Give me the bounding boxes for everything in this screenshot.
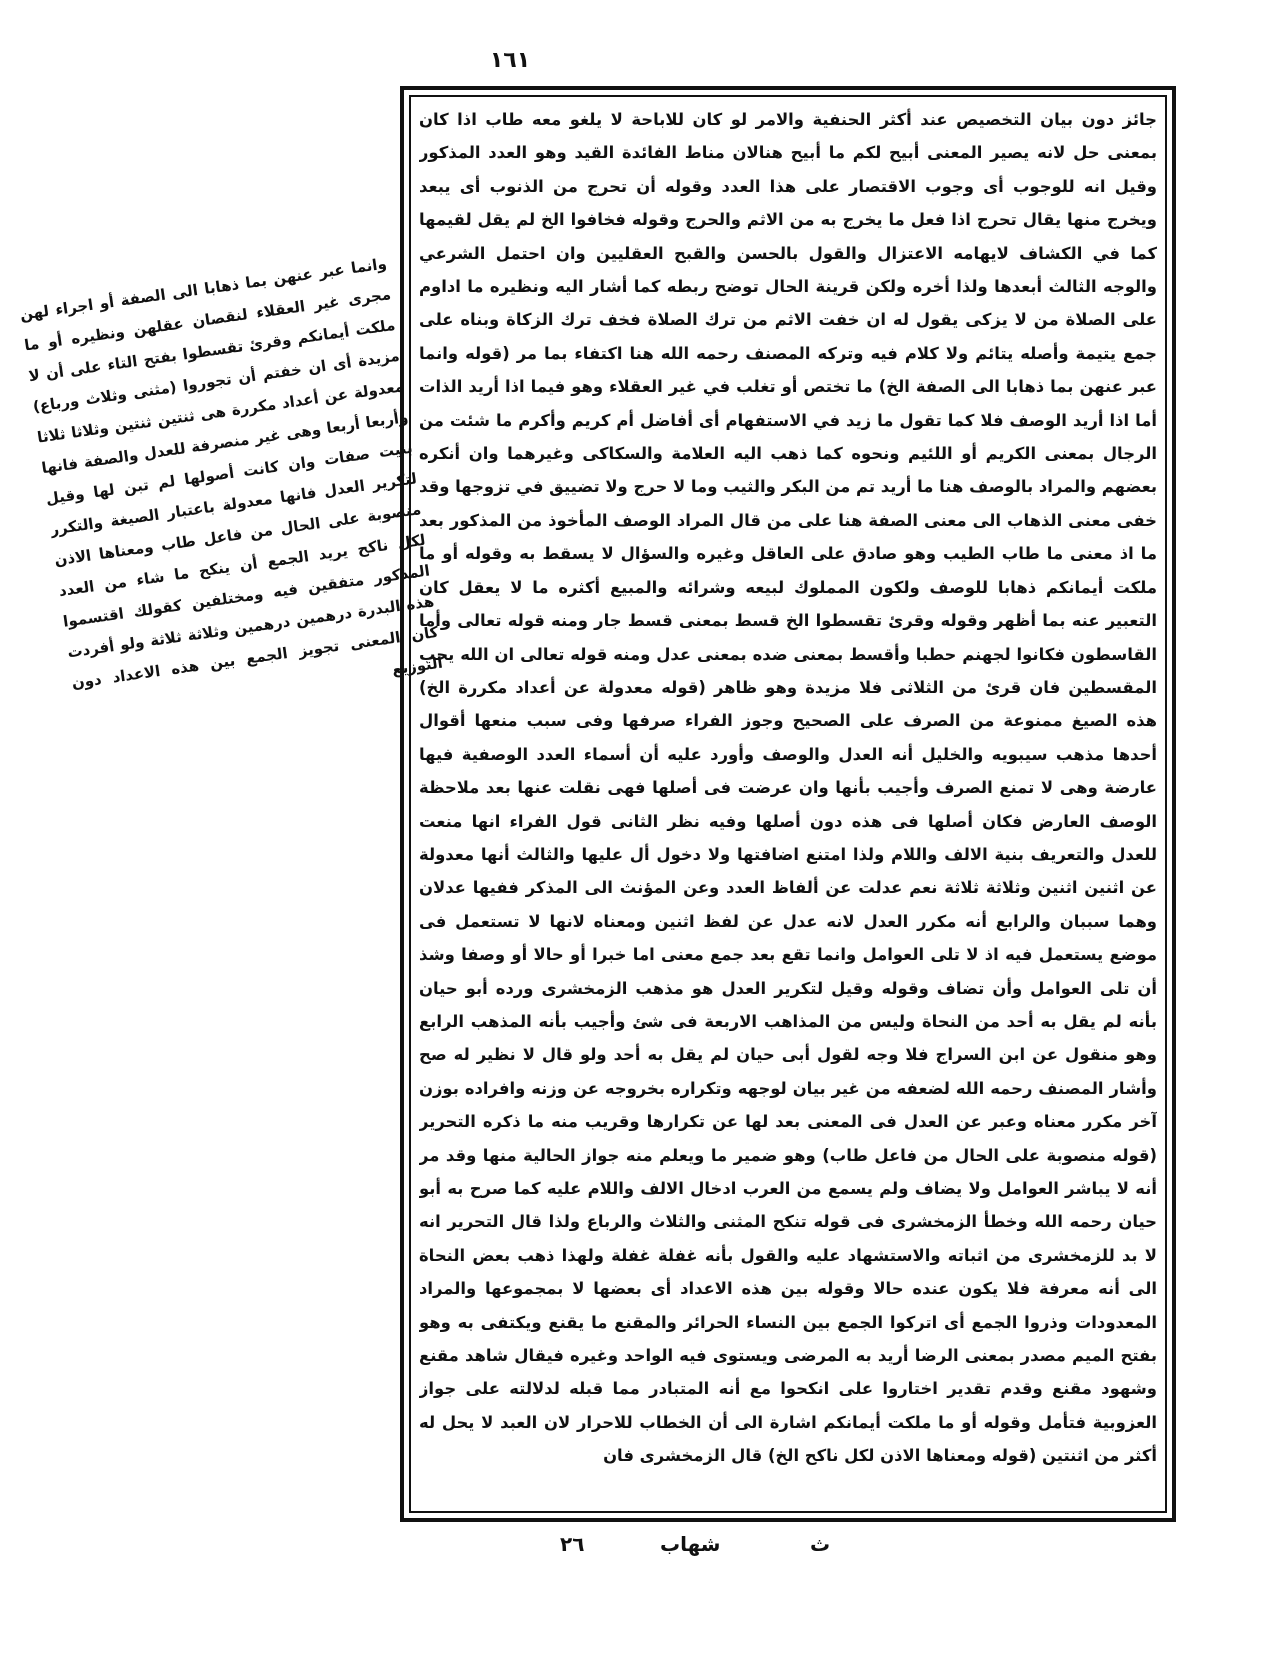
- main-paragraph: جائز دون بيان التخصيص عند أكثر الحنفية والامر لو كان للاباحة لا يلغو معه طاب اذا كان بمعنى حل لانه يصير المعنى أبيح لكم ما أبيح هنالان مناط الفائدة القيد وهو العدد المذكور وقيل انه للوجوب أى وجوب الاقتصار على هذا العدد وقوله أن تحرج من الذنوب أى يبعد ويخرج منها يقال تحرج اذا فعل ما يخرج به من الاثم والحرج وقوله فخافوا الخ لم يقل لقيمها كما في الكشاف لايهامه الاعتزال والقول بالحسن والقبح العقليين وان احتمل الشرعي والوجه الثالث أبعدها ولذا أخره ولكن قرينة الحال توضح ربطه كما أشار اليه ونظيره ما اداوم على الصلاة من لا يزكى يقول له ان خفت الاثم من ترك الصلاة فخف ترك الزكاة وبناه على جمع يتيمة وأصله يتائم ولا كلام فيه وتركه المصنف رحمه الله هنا اكتفاء بما مر (قوله وانما عبر عنهن بما ذهابا الى الصفة الخ) ما تختص أو تغلب في غير العقلاء وهو فيما اذا أريد الذات أما اذا أريد الوصف فلا كما تقول ما زيد في الاستفهام أى أفاضل أم كريم وأكرم ما شئت من الرجال بمعنى الكريم أو اللئيم ونحوه كما ذهب اليه العلامة والسكاكى وغيرهما وان أنكره بعضهم والمراد بالوصف هنا ما أريد تم من البكر والثيب وما لا حرج ولا تضييق في تزوجها وقد خفى معنى الذهاب الى معنى الصفة هنا على من قال المراد الوصف المأخوذ من المذكور بعد ما اذ معنى ما طاب الطيب وهو صادق على العاقل وغيره والسؤال لا يسقط به وقوله أو ما ملكت أيمانكم ذهابا للوصف ولكون المملوك لبيعه وشرائه والمبيع أكثره ما لا يعقل كان التعبير عنه بما أظهر وقوله وقرئ تقسطوا الخ قسط بمعنى قسط جار ومنه قوله تعالى وأما القاسطون فكانوا لجهنم حطبا وأقسط بمعنى ضده بمعنى عدل ومنه قوله تعالى ان الله يحب المقسطين فان قرئ من الثلاثى فلا مزيدة وهو ظاهر (قوله معدولة عن أعداد مكررة الخ) هذه الصيغ ممنوعة من الصرف على الصحيح وجوز الفراء صرفها وفى سبب منعها أقوال أحدها مذهب سيبويه والخليل أنه العدل والوصف وأورد عليه أن أسماء العدد الوصفية فيها عارضة وهى لا تمنع الصرف وأجيب بأنها وان عرضت فى أصلها فهى نقلت عنها بعد ملاحظة الوصف العارض فكان أصلها فى هذه دون أصلها وفيه نظر الثانى قول الفراء انها منعت للعدل والتعريف بنية الالف واللام ولذا امتنع اضافتها ولا دخول أل عليها والثالث أنها معدولة عن اثنين اثنين وثلاثة ثلاثة نعم عدلت عن ألفاظ العدد وعن المؤنث الى المذكر ففيها عدلان وهما سببان والرابع أنه مكرر العدل لانه عدل عن لفظ اثنين ومعناه لانها لا تستعمل فى موضع يستعمل فيه اذ لا تلى العوامل وانما تقع بعد جمع معنى اما خبرا أو حالا أو وصفا وشذ أن تلى العوامل وأن تضاف وقوله وقيل لتكرير العدل هو مذهب الزمخشرى ورده أبو حيان بأنه لم يقل به أحد من النحاة وليس من المذاهب الاربعة فى شئ وأجيب بأنه المذهب الرابع وهو منقول عن ابن السراج فلا وجه لقول أبى حيان لم يقل به أحد ولو قال لا نظير له صح وأشار المصنف رحمه الله لضعفه من غير بيان لوجهه وتكراره بخروجه عن وزنه وافراده بوزن آخر مكرر معناه وعبر عن العدل فى المعنى بعد لها عن تكرارها وقريب منه ما ذكره التحرير (قوله منصوبة على الحال من فاعل طاب) وهو ضمير ما ويعلم منه جواز الحالية منها وقد مر أنه لا يباشر العوامل ولا يضاف ولم يسمع من العرب ادخال الالف واللام عليه كما صرح به أبو حيان رحمه الله وخطأ الزمخشرى فى قوله تنكح المثنى والثلاث والرباع ولذا قال التحرير انه لا بد للزمخشرى من اثباته والاستشهاد عليه والقول بأنه غفلة غفلة ولهذا ذهب بعض النحاة الى أنه معرفة فلا يكون عنده حالا وقوله بين هذه الاعداد أى بعضها لا بمجموعها والمراد المعدودات وذروا الجمع أى اتركوا الجمع بين النساء الحرائر والمقنع ما يقنع ويكتفى به وهو بفتح الميم مصدر بمعنى الرضا أريد به المرضى ويستوى فيه الواحد وغيره فيقال شاهد مقنع وشهود مقنع وقدم تقدير اختاروا على انكحوا مع أنه المتبادر مما قبله لدلالته على جواز العزوبية فتأمل وقوله أو ما ملكت أيمانكم اشارة الى أن الخطاب للاحرار لان العبد لا يحل له أكثر من اثنتين (قوله ومعناها الاذن لكل ناكح الخ) قال الزمخشرى فان: [419, 110, 1157, 1466]
- footer-number: ٢٦: [560, 1532, 585, 1556]
- margin-note: [18, 239, 509, 696]
- footer-signature-letter: ث: [810, 1532, 831, 1556]
- page-footer: [560, 1532, 920, 1572]
- footer-word: شهاب: [660, 1532, 721, 1556]
- margin-note-text: وانما عبر عنهن بما ذهابا الى الصفة أو اجراء لهن مجرى غير العقلاء لنقصان عقلهن ونظيره أو ما ملكت أيمانكم وقرئ تقسطوا بفتح التاء على أن لا مزيدة أى ان خفتم أن تجوروا (مثنى وثلاث ورباع) معدولة عن أعداد مكررة هى ثنتين ثنتين وثلاثا ثلاثا وأربعا أربعا وهى غير منصرفة للعدل والصفة فانها بنيت صفات وان كانت أصولها لم تبن لها وقيل لتكرير العدل فانها معدولة باعتبار الصيغة والتكرر منصوبة على الحال من فاعل طاب ومعناها الاذن لكل ناكح يريد الجمع أن ينكح ما شاء من العدد المذكور متفقين فيه ومختلفين كقولك اقتسموا هذه البدرة درهمين درهمين وثلاثة ثلاثة ولو أفردت كان المعنى تجويز الجمع بين هذه الاعداد دون التوزيع: [18, 254, 444, 693]
- main-commentary-text: [419, 103, 1157, 1505]
- text-frame: [409, 95, 1167, 1513]
- page-number: ١٦١: [489, 48, 531, 73]
